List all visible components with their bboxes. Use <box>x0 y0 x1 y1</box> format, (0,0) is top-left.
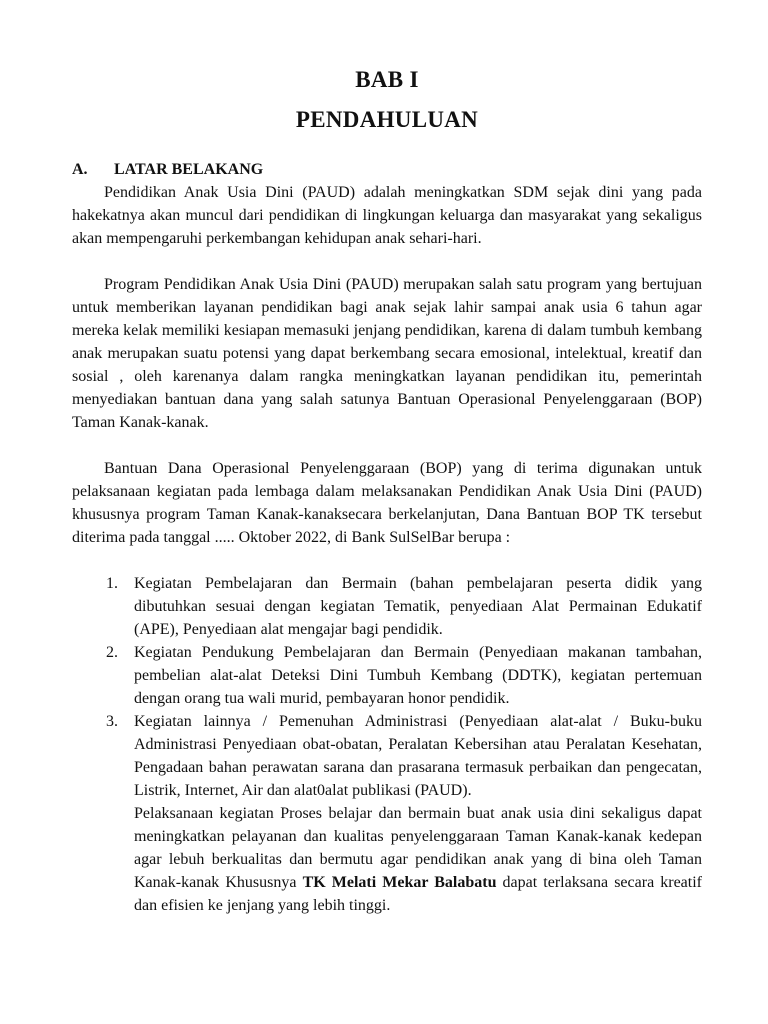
section-number: A. <box>72 161 88 178</box>
section-title: LATAR BELAKANG <box>114 161 264 178</box>
closing-text-before: Pelaksanaan kegiatan Proses belajar dan bermain buat anak usia dini sekaligus dapat meningkatkan pelayanan dan kualitas penyelenggaraan Taman Kanak-kanak kedepan agar lebuh berkualitas dan bermutu agar pendidikan anak yang di bina oleh Taman Kanak-kanak Khususnya <box>134 805 702 891</box>
list-marker: 2. <box>106 644 118 661</box>
chapter-title: PENDAHULUAN <box>295 107 479 132</box>
paragraph-1: Pendidikan Anak Usia Dini (PAUD) adalah meningkatkan SDM sejak dini yang pada hakekatnya akan muncul dari pendidikan di lingkungan keluarga dan masyarakat yang sekaligus akan mempengaruhi perkembangan kehidupan anak sehari-hari. <box>72 184 702 247</box>
list-item <box>72 641 702 710</box>
list-item-text: Kegiatan lainnya / Pemenuhan Administrasi (Penyediaan alat-alat / Buku-buku Administrasi Penyediaan obat-obatan, Peralatan Kebersihan atau Peralatan Kesehatan, Pengadaan bahan perawatan sarana dan prasarana termasuk perbaikan dan pengecatan, Listrik, Internet, Air dan alat0alat publikasi (PAUD). <box>134 713 702 799</box>
list-marker: 1. <box>106 575 118 592</box>
list-item-text: Kegiatan Pendukung Pembelajaran dan Bermain (Penyediaan makanan tambahan, pembelian alat-alat Deteksi Dini Tumbuh Kembang (DDTK), kegiatan pertemuan dengan orang tua wali murid, pembayaran honor pendidik. <box>134 644 702 707</box>
list-item <box>72 710 702 802</box>
school-name: TK Melati Mekar Balabatu <box>302 874 497 891</box>
list-marker: 3. <box>106 713 118 730</box>
list-item-text: Kegiatan Pembelajaran dan Bermain (bahan pembelajaran peserta didik yang dibutuhkan sesuai dengan kegiatan Tematik, penyediaan Alat Permainan Edukatif (APE), Penyediaan alat mengajar bagi pendidik. <box>134 575 702 638</box>
section-heading <box>72 158 702 181</box>
document-page <box>72 60 702 917</box>
list-item <box>72 572 702 641</box>
closing-paragraph <box>134 802 702 917</box>
closing-text-after: dapat terlaksana secara kreatif dan efisien ke jenjang yang lebih tinggi. <box>134 874 702 914</box>
paragraph-2: Program Pendidikan Anak Usia Dini (PAUD) merupakan salah satu program yang bertujuan untuk memberikan layanan pendidikan bagi anak sejak lahir sampai anak usia 6 tahun agar mereka kelak memiliki kesiapan memasuki jenjang pendidikan, karena di dalam tumbuh kembang anak merupakan suatu potensi yang dapat berkembang secara emosional, intelektual, kreatif dan sosial , oleh karenanya dalam rangka meningkatkan layanan pendidikan itu, pemerintah menyediakan bantuan dana yang salah satunya Bantuan Operasional Penyelenggaraan (BOP) Taman Kanak-kanak. <box>72 276 702 431</box>
chapter-number: BAB I <box>355 67 419 92</box>
paragraph-3: Bantuan Dana Operasional Penyelenggaraan (BOP) yang di terima digunakan untuk pelaksanaan kegiatan pada lembaga dalam melaksanakan Pendidikan Anak Usia Dini (PAUD) khususnya program Taman Kanak-kanaksecara berkelanjutan, Dana Bantuan BOP TK tersebut diterima pada tanggal ..... Oktober 2022, di Bank SulSelBar berupa : <box>72 460 702 546</box>
activity-list <box>72 572 702 802</box>
